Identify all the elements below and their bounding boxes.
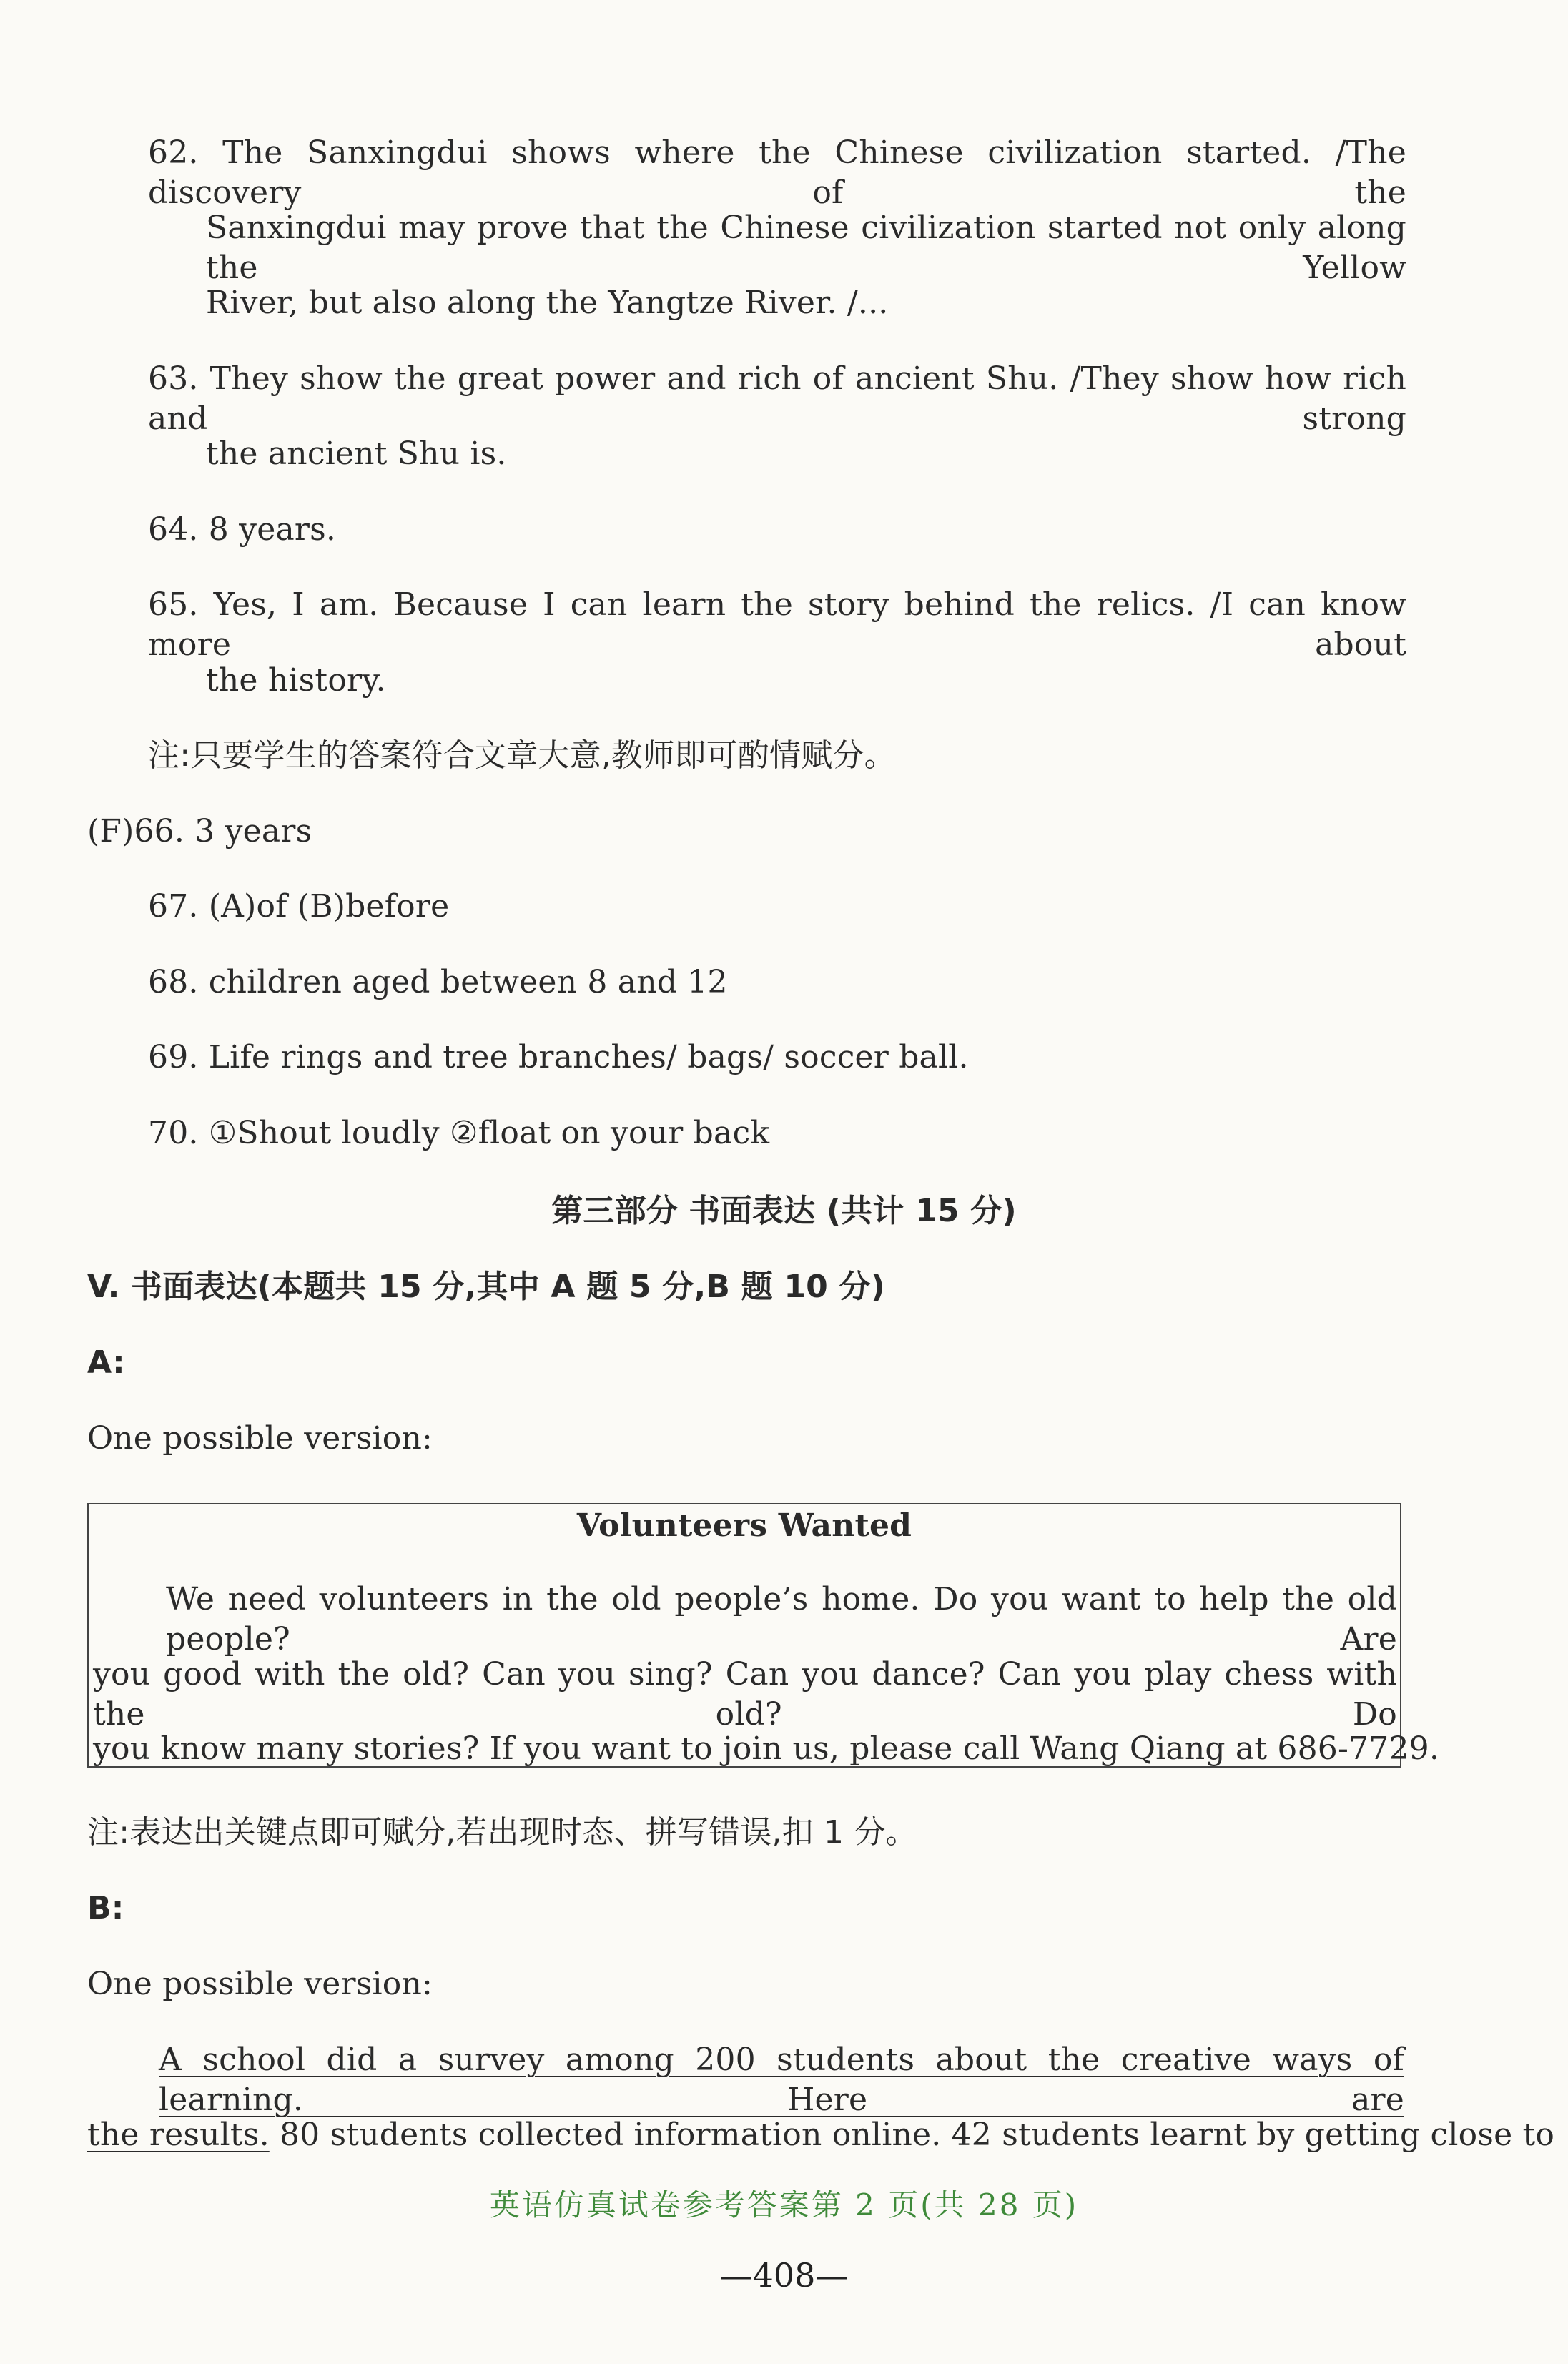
- a-version-label: One possible version:: [87, 1420, 433, 1457]
- q69-answer: 69. Life rings and tree branches/ bags/ soccer ball.: [148, 1039, 969, 1075]
- b-version-label: One possible version:: [87, 1966, 433, 2002]
- notice-line2: you good with the old? Can you sing? Can you dance? Can you play chess with the old? Do: [93, 1656, 1397, 1733]
- q65-line2: the history.: [206, 662, 386, 699]
- q63-line1: 63. They show the great power and rich of ancient Shu. /They show how rich and strong: [148, 360, 1406, 437]
- part3-title: 第三部分 书面表达 (共计 15 分): [551, 1193, 1017, 1229]
- a-label: A:: [87, 1344, 125, 1381]
- section5-title: V. 书面表达(本题共 15 分,其中 A 题 5 分,B 题 10 分): [87, 1269, 885, 1305]
- b-text-underlined: the results.: [87, 2117, 270, 2153]
- notice-title: Volunteers Wanted: [576, 1507, 912, 1544]
- notice-line3: you know many stories? If you want to join us, please call Wang Qiang at 686-7729.: [93, 1730, 1440, 1767]
- q64-answer: 64. 8 years.: [148, 511, 337, 548]
- note-section-a: 注:表达出关键点即可赋分,若出现时态、拼写错误,扣 1 分。: [87, 1814, 917, 1851]
- note-section-e: 注:只要学生的答案符合文章大意,教师即可酌情赋分。: [148, 737, 896, 774]
- q62-line2: Sanxingdui may prove that the Chinese civilization started not only along the Yellow: [206, 210, 1406, 286]
- b-text-line1: A school did a survey among 200 students about the creative ways of learning. Here are: [159, 2042, 1404, 2118]
- page-footer: 英语仿真试卷参考答案第 2 页(共 28 页): [489, 2187, 1079, 2222]
- b-text-line2: [87, 2115, 1555, 2155]
- q68-answer: 68. children aged between 8 and 12: [148, 964, 728, 1000]
- q62-line3: River, but also along the Yangtze River. /...: [206, 285, 889, 321]
- q62-line1: 62. The Sanxingdui shows where the Chinese civilization started. /The discovery of the: [148, 134, 1406, 211]
- b-label: B:: [87, 1890, 124, 1926]
- f66-answer: (F)66. 3 years: [87, 813, 312, 849]
- q63-line2: the ancient Shu is.: [206, 435, 507, 472]
- b-text-rest: 80 students collected information online. 42 students learnt by getting close to: [269, 2117, 1555, 2153]
- notice-line1: We need volunteers in the old people’s home. Do you want to help the old people? Are: [166, 1581, 1397, 1658]
- q70-answer: 70. ①Shout loudly ②float on your back: [148, 1115, 770, 1151]
- q67-answer: 67. (A)of (B)before: [148, 888, 450, 925]
- q65-line1: 65. Yes, I am. Because I can learn the story behind the relics. /I can know more about: [148, 586, 1406, 663]
- page-number: —408—: [719, 2256, 849, 2295]
